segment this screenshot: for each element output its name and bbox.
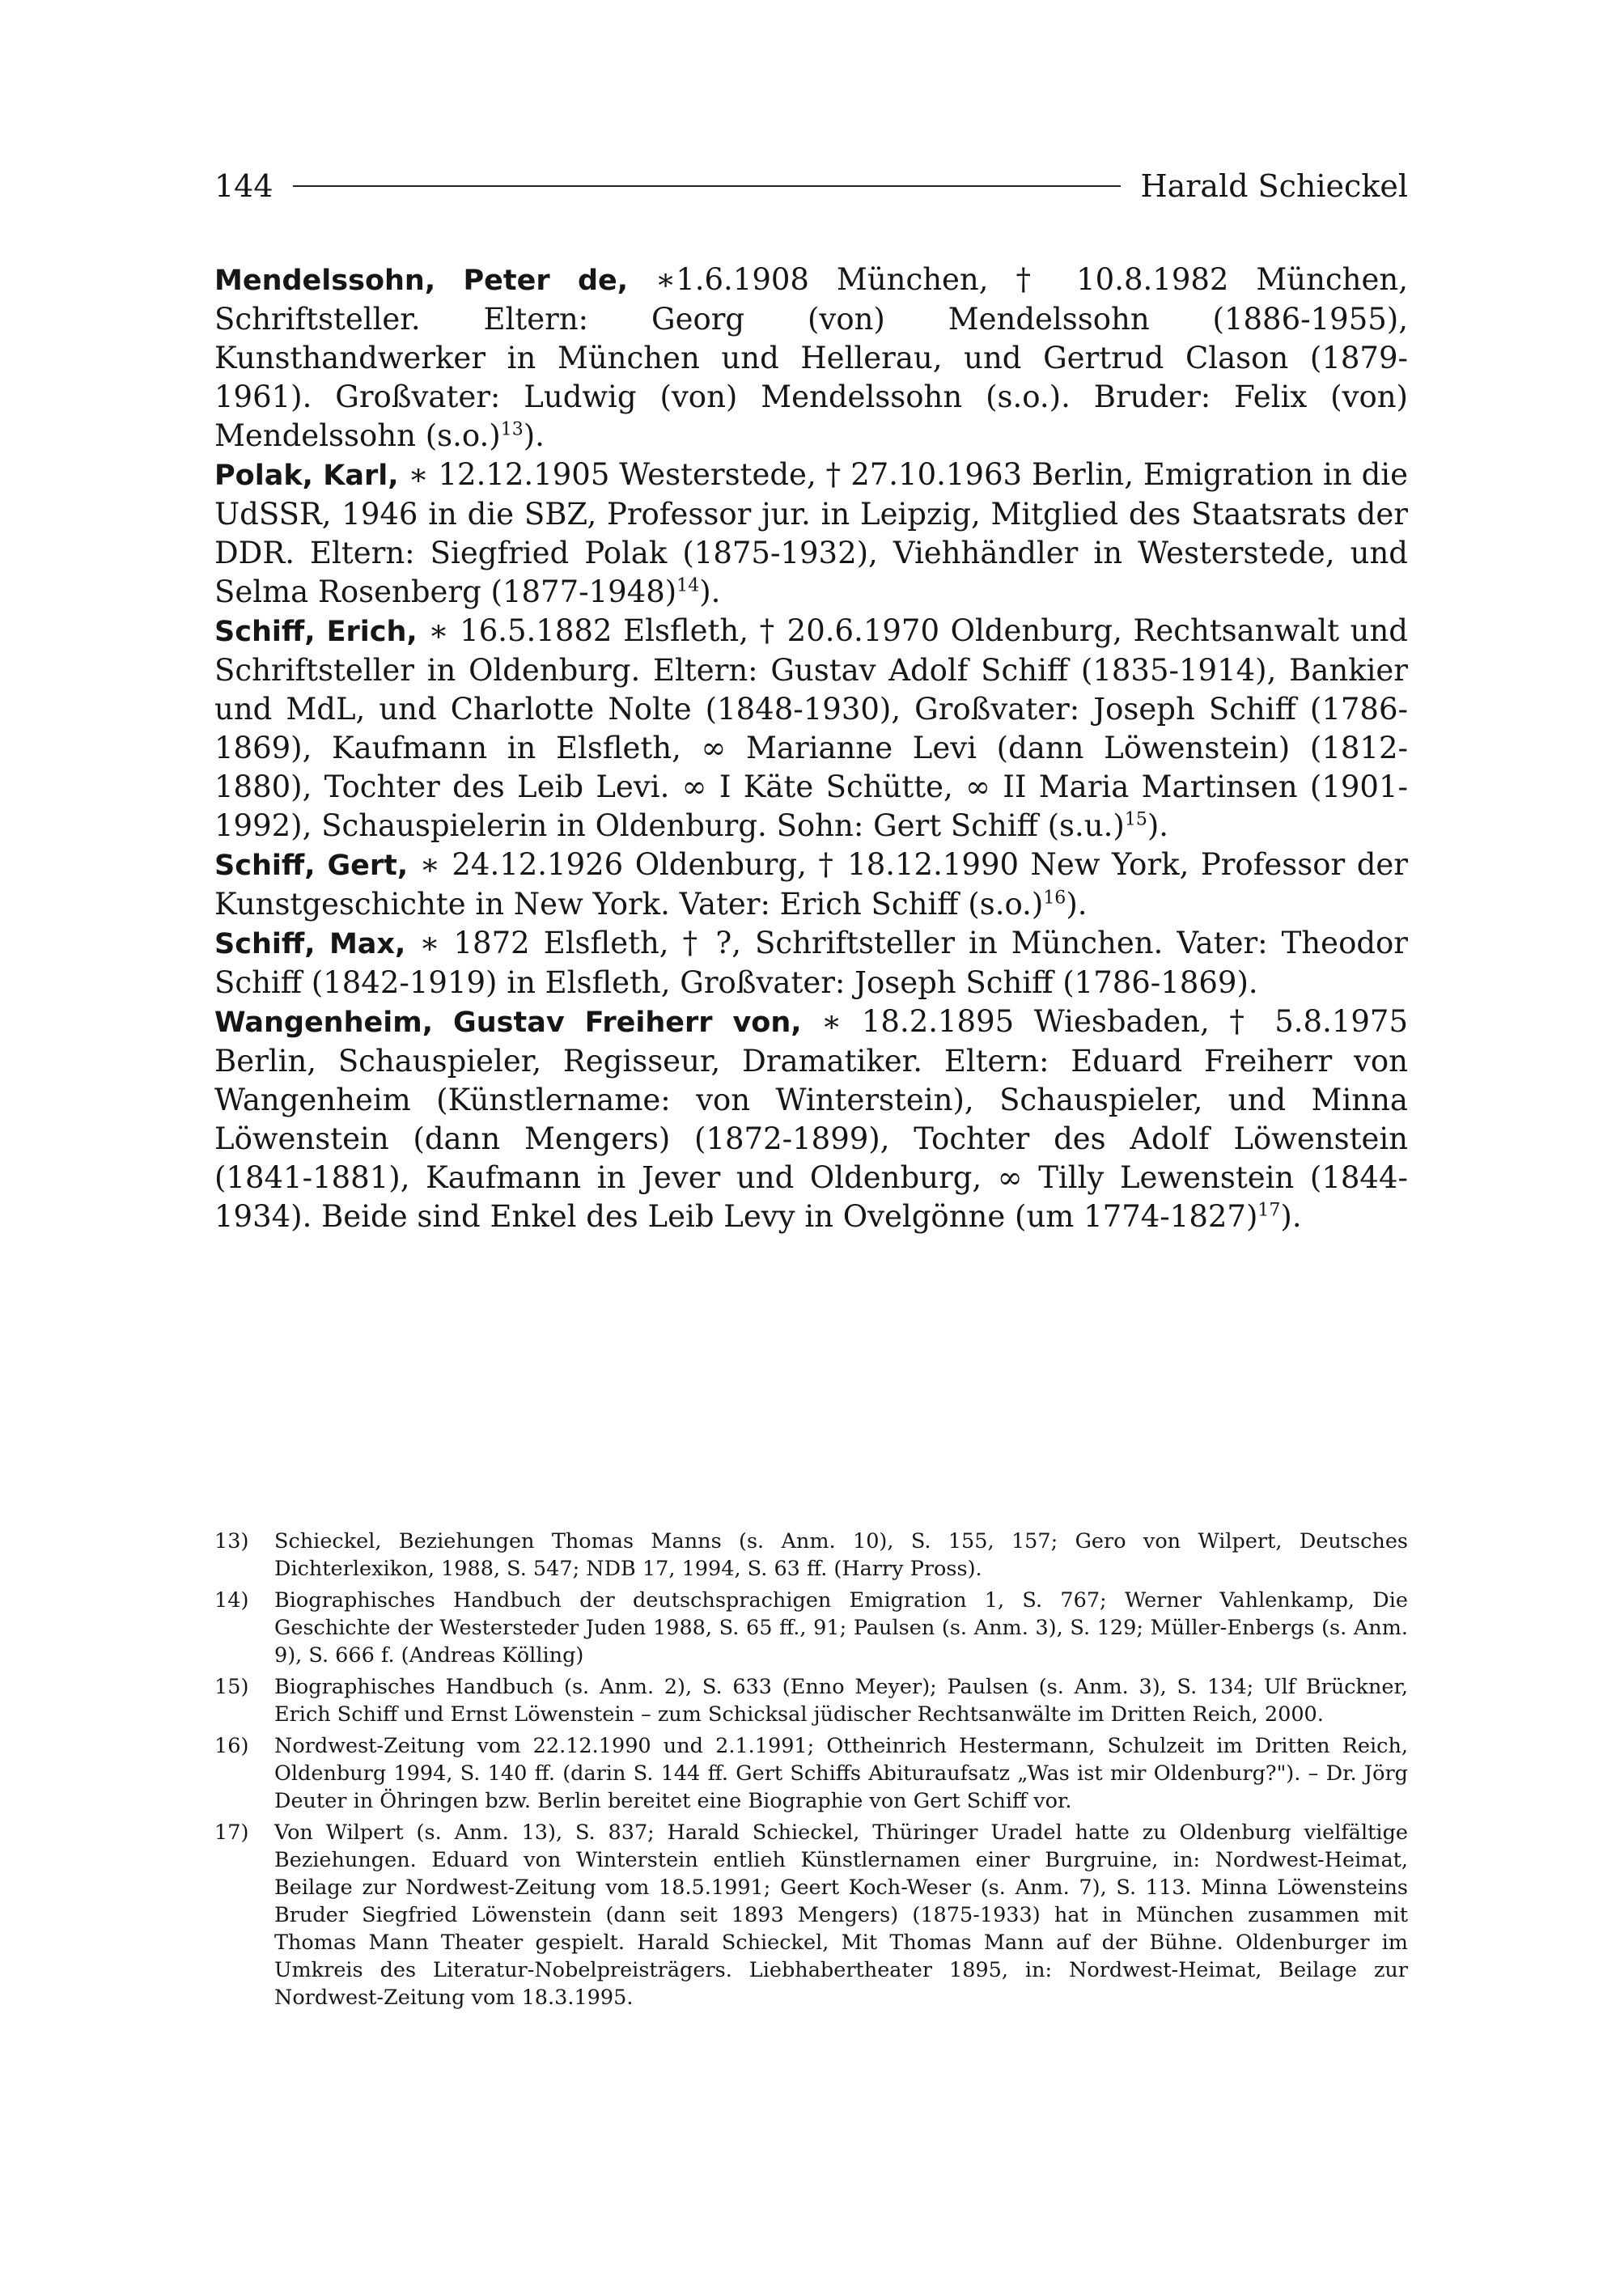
entry-tail: ). [1147, 808, 1169, 843]
entry-wangenheim [214, 1002, 1408, 1236]
entry-text: ∗ 24.12.1926 Oldenburg, † 18.12.1990 New York, Professor der Kunstgeschichte in New York. Vater: Erich Schiff (s.o.) [214, 847, 1408, 922]
entry-name: Polak, Karl, [214, 460, 399, 492]
entry-text: ∗ 12.12.1905 Westerstede, † 27.10.1963 Berlin, Emigration in die UdSSR, 1946 in die SBZ, Professor jur. in Leipzig, Mitglied des Staatsrats der DDR. Eltern: Siegfried Polak (1875-1932), Viehhändler in Westerstede, und Selma Rosenberg (1877-1948) [214, 457, 1408, 609]
entry-text: ∗1.6.1908 München, † 10.8.1982 München, Schriftsteller. Eltern: Georg (von) Mendelssohn (1886-1955), Kunsthandwerker in München und Hellerau, und Gertrud Clason (1879-1961). Großvater: Ludwig (von) Mendelssohn (s.o.). Bruder: Felix (von) Mendelssohn (s.o.) [214, 262, 1408, 453]
entry-tail: ). [1066, 887, 1088, 922]
entry-name: Schiff, Gert, [214, 850, 409, 882]
entry-schiff-max [214, 924, 1408, 1002]
entry-tail: ). [699, 574, 721, 609]
entry-name: Mendelssohn, Peter de, [214, 265, 629, 297]
footnote-text: Nordwest-Zeitung vom 22.12.1990 und 2.1.1991; Ottheinrich Hestermann, Schulzeit im Dritten Reich, Oldenburg 1994, S. 140 ff. (darin S. 144 ff. Gert Schiffs Abituraufsatz „Was ist mir Oldenburg?"). – Dr. Jörg Deuter in Öhringen bzw. Berlin bereitet eine Biographie von Gert Schiff vor. [274, 1734, 1408, 1813]
footnote-ref: 14 [676, 575, 700, 596]
header-rule [293, 185, 1122, 187]
entry-mendelssohn [214, 261, 1408, 456]
footnote-ref: 17 [1257, 1200, 1281, 1221]
footnote-text: Von Wilpert (s. Anm. 13), S. 837; Harald Schieckel, Thüringer Uradel hatte zu Oldenburg vielfältige Beziehungen. Eduard von Winterstein entlieh Künstlernamen einer Burgruine, in: Nordwest-Heimat, Beilage zur Nordwest-Zeitung vom 18.5.1991; Geert Koch-Weser (s. Anm. 7), S. 113. Minna Löwensteins Bruder Siegfried Löwenstein (dann seit 1893 Mengers) (1875-1933) hat in München zusammen mit Thomas Mann Theater gespielt. Harald Schieckel, Mit Thomas Mann auf der Bühne. Oldenburger im Umkreis des Literatur-Nobelpreisträgers. Liebhabertheater 1895, in: Nordwest-Heimat, Beilage zur Nordwest-Zeitung vom 18.3.1995. [274, 1820, 1408, 2010]
entry-schiff-gert [214, 846, 1408, 924]
entry-schiff-erich [214, 612, 1408, 846]
footnote-ref: 16 [1043, 888, 1066, 909]
footnotes [214, 1528, 1408, 2015]
entry-text: ∗ 1872 Elsfleth, † ?, Schriftsteller in München. Vater: Theodor Schiff (1842-1919) in Elsfleth, Großvater: Joseph Schiff (1786-1869). [214, 926, 1408, 1000]
footnote-ref: 15 [1124, 809, 1147, 830]
footnote-15 [214, 1673, 1408, 1728]
running-head: Harald Schieckel [1140, 168, 1408, 204]
footnote-text: Schieckel, Beziehungen Thomas Manns (s. Anm. 10), S. 155, 157; Gero von Wilpert, Deutsches Dichterlexikon, 1988, S. 547; NDB 17, 1994, S. 63 ff. (Harry Pross). [274, 1529, 1408, 1581]
footnote-13 [214, 1528, 1408, 1583]
footnote-text: Biographisches Handbuch (s. Anm. 2), S. 633 (Enno Meyer); Paulsen (s. Anm. 3), S. 134; Ulf Brückner, Erich Schiff und Ernst Löwenstein – zum Schicksal jüdischer Rechtsanwälte im Dritten Reich, 2000. [274, 1675, 1408, 1727]
footnote-14 [214, 1587, 1408, 1669]
entry-name: Schiff, Erich, [214, 616, 418, 648]
page-number: 144 [214, 168, 273, 204]
footnote-number: 15) [214, 1675, 249, 1699]
entry-name: Wangenheim, Gustav Freiherr von, [214, 1007, 802, 1039]
footnote-17 [214, 1819, 1408, 2011]
entry-text: ∗ 18.2.1895 Wiesbaden, † 5.8.1975 Berlin, Schauspieler, Regisseur, Dramatiker. Eltern: Eduard Freiherr von Wangenheim (Künstlername: von Winterstein), Schauspieler, und Minna Löwenstein (dann Mengers) (1872-1899), Tochter des Adolf Löwenstein (1841-1881), Kaufmann in Jever und Oldenburg, ∞ Tilly Lewenstein (1844-1934). Beide sind Enkel des Leib Levy in Ovelgönne (um 1774-1827) [214, 1004, 1408, 1234]
entry-polak [214, 456, 1408, 612]
footnote-16 [214, 1732, 1408, 1815]
footnote-number: 14) [214, 1588, 249, 1613]
footnote-number: 16) [214, 1734, 249, 1758]
entry-tail: ). [523, 418, 545, 453]
footnote-number: 17) [214, 1820, 249, 1845]
entry-name: Schiff, Max, [214, 928, 406, 960]
entry-text: ∗ 16.5.1882 Elsfleth, † 20.6.1970 Oldenburg, Rechtsanwalt und Schriftsteller in Oldenburg. Eltern: Gustav Adolf Schiff (1835-1914), Bankier und MdL, und Charlotte Nolte (1848-1930), Großvater: Joseph Schiff (1786-1869), Kaufmann in Elsfleth, ∞ Marianne Levi (dann Löwenstein) (1812-1880), Tochter des Leib Levi. ∞ I Käte Schütte, ∞ II Maria Martinsen (1901-1992), Schauspielerin in Oldenburg. Sohn: Gert Schiff (s.u.) [214, 613, 1408, 843]
biography-entries [214, 261, 1408, 1236]
page-header [214, 166, 1408, 206]
footnote-number: 13) [214, 1529, 249, 1553]
entry-tail: ). [1280, 1199, 1302, 1234]
footnote-ref: 13 [500, 419, 524, 440]
footnote-text: Biographisches Handbuch der deutschsprachigen Emigration 1, S. 767; Werner Vahlenkamp, Die Geschichte der Westersteder Juden 1988, S. 65 ff., 91; Paulsen (s. Anm. 3), S. 129; Müller-Enbergs (s. Anm. 9), S. 666 f. (Andreas Kölling) [274, 1588, 1408, 1668]
